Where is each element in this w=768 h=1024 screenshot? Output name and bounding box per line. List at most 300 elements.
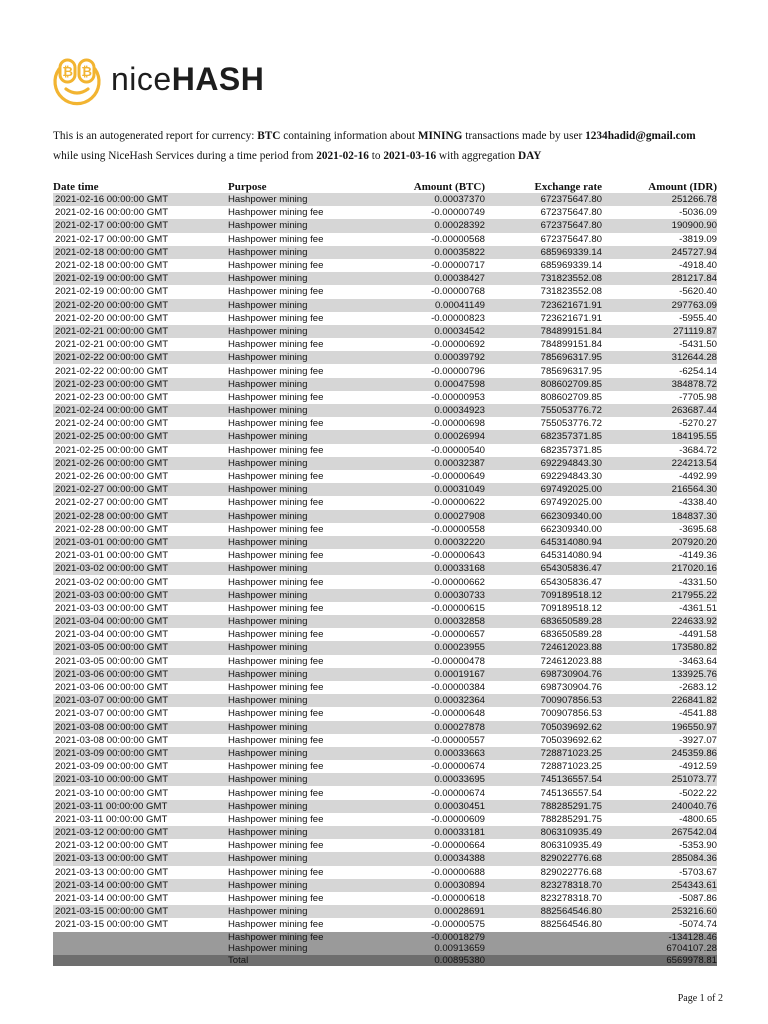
cell-amount-btc: -0.00000674 [431,787,485,799]
cell-purpose: Hashpower mining [228,299,308,311]
cell-purpose: Hashpower mining fee [228,840,324,852]
table-row [53,668,717,681]
cell-amount-idr: -6254.14 [679,365,717,377]
table-row [53,536,717,549]
cell-date-time: 2021-03-10 00:00:00 GMT [55,774,169,786]
cell-date-time: 2021-03-15 00:00:00 GMT [55,919,169,931]
report-intro [53,126,743,166]
table-row [53,694,717,707]
cell-amount-btc: 0.00032364 [434,695,485,707]
cell-purpose: Hashpower mining fee [228,550,324,562]
cell-amount-btc: -0.00000649 [431,471,485,483]
cell-exchange-rate: 808602709.85 [540,391,602,403]
table-row [53,299,717,312]
cell-exchange-rate: 806310935.49 [540,827,602,839]
cell-date-time: 2021-02-18 00:00:00 GMT [55,246,169,258]
cell-exchange-rate: 672375647.80 [540,207,602,219]
summary-total-row [53,955,717,967]
cell-amount-idr: 281217.84 [671,273,717,285]
cell-date-time: 2021-02-22 00:00:00 GMT [55,352,169,364]
header-amount-btc: Amount (BTC) [413,181,485,193]
cell-date-time: 2021-02-23 00:00:00 GMT [55,378,169,390]
cell-purpose: Hashpower mining [228,827,308,839]
cell-amount-btc: 0.00034923 [434,405,485,417]
cell-date-time: 2021-03-06 00:00:00 GMT [55,682,169,694]
cell-amount-idr: 251073.77 [671,774,717,786]
table-row [53,219,717,232]
table-row [53,747,717,760]
cell-date-time: 2021-02-16 00:00:00 GMT [55,194,169,206]
cell-amount-btc: 0.00033663 [434,747,485,759]
table-row [53,575,717,588]
cell-exchange-rate: 724612023.88 [540,655,602,667]
cell-amount-btc: -0.00000575 [431,919,485,931]
cell-amount-idr: -4149.36 [679,550,717,562]
cell-exchange-rate: 705039692.62 [540,734,602,746]
table-row [53,826,717,839]
cell-purpose: Hashpower mining [228,194,308,206]
cell-purpose: Hashpower mining fee [228,813,324,825]
cell-purpose: Hashpower mining [228,563,308,575]
cell-exchange-rate: 692294843.30 [540,457,602,469]
cell-exchange-rate: 662309340.00 [540,510,602,522]
cell-exchange-rate: 745136557.54 [540,774,602,786]
cell-purpose: Hashpower mining fee [228,919,324,931]
table-row [53,364,717,377]
cell-amount-btc: -0.00000609 [431,813,485,825]
cell-exchange-rate: 698730904.76 [540,682,602,694]
table-row [53,510,717,523]
cell-amount-btc: 0.00047598 [434,378,485,390]
cell-exchange-rate: 654305836.47 [540,563,602,575]
table-row [53,628,717,641]
cell-amount-btc: -0.00000698 [431,418,485,430]
cell-amount-btc: -0.00000688 [431,866,485,878]
cell-amount-idr: 224633.92 [671,616,717,628]
cell-purpose: Hashpower mining fee [228,418,324,430]
cell-date-time: 2021-03-13 00:00:00 GMT [55,853,169,865]
cell-exchange-rate: 784899151.84 [540,325,602,337]
cell-date-time: 2021-02-17 00:00:00 GMT [55,220,169,232]
cell-exchange-rate: 685969339.14 [540,246,602,258]
cell-date-time: 2021-02-21 00:00:00 GMT [55,325,169,337]
header-exchange-rate: Exchange rate [534,181,602,193]
cell-amount-idr: -5955.40 [679,312,717,324]
cell-date-time: 2021-03-04 00:00:00 GMT [55,616,169,628]
cell-amount-btc: 0.00033168 [434,563,485,575]
table-row [53,918,717,931]
cell-amount-btc: -0.00000558 [431,523,485,535]
cell-exchange-rate: 700907856.53 [540,708,602,720]
cell-date-time: 2021-03-02 00:00:00 GMT [55,576,169,588]
cell-exchange-rate: 682357371.85 [540,444,602,456]
cell-date-time: 2021-02-20 00:00:00 GMT [55,299,169,311]
cell-date-time: 2021-03-03 00:00:00 GMT [55,589,169,601]
cell-exchange-rate: 784899151.84 [540,339,602,351]
page-number: Page 1 of 2 [677,993,723,1004]
cell-exchange-rate: 823278318.70 [540,893,602,905]
cell-amount-idr: 190900.90 [671,220,717,232]
cell-amount-idr: -4361.51 [679,602,717,614]
table-row [53,905,717,918]
cell-date-time: 2021-03-11 00:00:00 GMT [55,800,168,812]
table-row [53,193,717,206]
aggregation-value: DAY [517,150,542,162]
cell-date-time: 2021-02-17 00:00:00 GMT [55,233,169,245]
cell-purpose: Hashpower mining fee [228,339,324,351]
nicehash-logo [51,52,264,106]
cell-purpose: Hashpower mining fee [228,893,324,905]
cell-amount-idr: -5270.27 [679,418,717,430]
cell-amount-btc: -0.00000953 [431,391,485,403]
table-row [53,312,717,325]
cell-amount-idr: -4800.65 [679,813,717,825]
cell-amount-idr: -4492.99 [679,471,717,483]
cell-exchange-rate: 662309340.00 [540,523,602,535]
cell-exchange-rate: 731823552.08 [540,286,602,298]
table-row [53,615,717,628]
cell-purpose: Hashpower mining fee [228,866,324,878]
cell-exchange-rate: 683650589.28 [540,629,602,641]
summary-fee-btc: -0.00018279 [431,931,485,943]
cell-amount-idr: -4912.59 [679,761,717,773]
table-row [53,483,717,496]
cell-date-time: 2021-02-26 00:00:00 GMT [55,471,169,483]
cell-date-time: 2021-02-25 00:00:00 GMT [55,431,169,443]
cell-amount-btc: -0.00000615 [431,602,485,614]
cell-date-time: 2021-03-07 00:00:00 GMT [55,708,169,720]
cell-purpose: Hashpower mining [228,800,308,812]
cell-date-time: 2021-03-01 00:00:00 GMT [55,550,169,562]
table-row [53,470,717,483]
cell-exchange-rate: 705039692.62 [540,721,602,733]
cell-exchange-rate: 683650589.28 [540,616,602,628]
table-row [53,589,717,602]
table-row [53,285,717,298]
table-row [53,259,717,272]
cell-amount-btc: -0.00000478 [431,655,485,667]
table-row [53,707,717,720]
cell-exchange-rate: 728871023.25 [540,761,602,773]
table-row [53,246,717,259]
cell-amount-idr: -5036.09 [679,207,717,219]
cell-amount-idr: -4331.50 [679,576,717,588]
brand-wordmark: niceHASH [111,61,265,97]
cell-purpose: Hashpower mining [228,536,308,548]
cell-amount-idr: 196550.97 [671,721,717,733]
cell-purpose: Hashpower mining [228,747,308,759]
cell-purpose: Hashpower mining fee [228,576,324,588]
cell-purpose: Hashpower mining [228,853,308,865]
table-row [53,641,717,654]
cell-amount-idr: 297763.09 [671,299,717,311]
table-row [53,852,717,865]
cell-amount-btc: 0.00028691 [434,906,485,918]
cell-date-time: 2021-03-09 00:00:00 GMT [55,747,169,759]
cell-date-time: 2021-03-13 00:00:00 GMT [55,866,169,878]
cell-purpose: Hashpower mining fee [228,523,324,535]
cell-amount-idr: 217955.22 [671,589,717,601]
cell-amount-idr: 226841.82 [671,695,717,707]
cell-amount-idr: 271119.87 [673,325,717,337]
cell-purpose: Hashpower mining fee [228,497,324,509]
cell-date-time: 2021-03-03 00:00:00 GMT [55,602,169,614]
cell-date-time: 2021-02-16 00:00:00 GMT [55,207,169,219]
cell-date-time: 2021-03-06 00:00:00 GMT [55,668,169,680]
cell-amount-btc: 0.00039792 [434,352,485,364]
cell-amount-btc: 0.00023955 [434,642,485,654]
cell-amount-btc: 0.00030451 [434,800,485,812]
nicehash-logo-icon [51,52,103,106]
cell-amount-idr: -5703.67 [679,866,717,878]
cell-amount-btc: 0.00035822 [434,246,485,258]
cell-amount-idr: 173580.82 [671,642,717,654]
cell-amount-btc: 0.00030733 [434,589,485,601]
cell-amount-idr: 240040.76 [671,800,717,812]
cell-purpose: Hashpower mining fee [228,471,324,483]
cell-amount-btc: 0.00028392 [434,220,485,232]
cell-amount-btc: 0.00032858 [434,616,485,628]
cell-amount-idr: -4338.40 [679,497,717,509]
cell-amount-idr: -3463.64 [679,655,717,667]
cell-purpose: Hashpower mining [228,457,308,469]
cell-purpose: Hashpower mining [228,273,308,285]
cell-amount-btc: 0.00027878 [434,721,485,733]
cell-amount-btc: -0.00000662 [431,576,485,588]
cell-amount-idr: -5022.22 [679,787,717,799]
cell-amount-btc: -0.00000749 [431,207,485,219]
header-amount-idr: Amount (IDR) [648,181,717,193]
cell-date-time: 2021-02-20 00:00:00 GMT [55,312,169,324]
cell-amount-idr: 384878.72 [671,378,717,390]
summary-fee-idr: -134128.46 [668,931,717,943]
cell-date-time: 2021-03-08 00:00:00 GMT [55,734,169,746]
cell-purpose: Hashpower mining fee [228,734,324,746]
cell-amount-btc: 0.00026994 [434,431,485,443]
cell-amount-idr: -5620.40 [679,286,717,298]
cell-date-time: 2021-03-08 00:00:00 GMT [55,721,169,733]
cell-amount-btc: 0.00030894 [434,879,485,891]
cell-exchange-rate: 692294843.30 [540,471,602,483]
cell-date-time: 2021-03-05 00:00:00 GMT [55,655,169,667]
cell-purpose: Hashpower mining fee [228,312,324,324]
cell-amount-btc: -0.00000622 [431,497,485,509]
cell-purpose: Hashpower mining [228,879,308,891]
cell-exchange-rate: 697492025.00 [540,484,602,496]
cell-exchange-rate: 785696317.95 [540,365,602,377]
cell-amount-btc: -0.00000557 [431,734,485,746]
cell-purpose: Hashpower mining fee [228,602,324,614]
table-row [53,496,717,509]
cell-purpose: Hashpower mining [228,668,308,680]
cell-amount-idr: -4541.88 [679,708,717,720]
cell-amount-idr: -5353.90 [679,840,717,852]
cell-date-time: 2021-02-18 00:00:00 GMT [55,260,169,272]
cell-amount-btc: -0.00000674 [431,761,485,773]
summary-fee-row [53,932,717,944]
cell-amount-idr: -3684.72 [679,444,717,456]
cell-purpose: Hashpower mining fee [228,761,324,773]
cell-exchange-rate: 755053776.72 [540,405,602,417]
cell-purpose: Hashpower mining fee [228,286,324,298]
cell-amount-btc: -0.00000664 [431,840,485,852]
cell-amount-btc: 0.00031049 [434,484,485,496]
cell-amount-btc: 0.00037370 [434,194,485,206]
cell-purpose: Hashpower mining [228,431,308,443]
intro-line-2: while using NiceHash Services during a time period from 2021-02-16 to 2021-03-16 with aggregation DAY [53,150,542,162]
cell-exchange-rate: 745136557.54 [540,787,602,799]
table-row [53,444,717,457]
table-row [53,457,717,470]
cell-date-time: 2021-03-10 00:00:00 GMT [55,787,169,799]
cell-purpose: Hashpower mining fee [228,444,324,456]
cell-date-time: 2021-03-11 00:00:00 GMT [55,813,168,825]
summary-mining-label: Hashpower mining [228,943,308,955]
cell-date-time: 2021-02-19 00:00:00 GMT [55,273,169,285]
table-row [53,417,717,430]
cell-date-time: 2021-03-01 00:00:00 GMT [55,536,169,548]
svg-text:₿: ₿ [62,65,74,80]
cell-amount-btc: 0.00032387 [434,457,485,469]
cell-exchange-rate: 806310935.49 [540,840,602,852]
cell-date-time: 2021-03-14 00:00:00 GMT [55,879,169,891]
transactions-table [53,178,717,966]
summary-fee-label: Hashpower mining fee [228,931,324,943]
table-row [53,892,717,905]
cell-amount-idr: 184837.30 [671,510,717,522]
cell-amount-btc: -0.00000768 [431,286,485,298]
cell-amount-idr: 312644.28 [671,352,717,364]
cell-amount-btc: 0.00034542 [434,325,485,337]
cell-date-time: 2021-03-12 00:00:00 GMT [55,827,169,839]
table-row [53,391,717,404]
cell-amount-idr: -3927.07 [679,734,717,746]
cell-amount-idr: -5087.86 [679,893,717,905]
cell-purpose: Hashpower mining [228,721,308,733]
cell-amount-idr: 245359.86 [671,747,717,759]
table-row [53,325,717,338]
cell-exchange-rate: 682357371.85 [540,431,602,443]
cell-purpose: Hashpower mining [228,589,308,601]
cell-date-time: 2021-02-26 00:00:00 GMT [55,457,169,469]
cell-purpose: Hashpower mining fee [228,629,324,641]
cell-date-time: 2021-02-21 00:00:00 GMT [55,339,169,351]
cell-exchange-rate: 882564546.80 [540,919,602,931]
cell-amount-idr: 224213.54 [671,457,717,469]
cell-exchange-rate: 785696317.95 [540,352,602,364]
cell-exchange-rate: 685969339.14 [540,260,602,272]
cell-purpose: Hashpower mining fee [228,365,324,377]
cell-date-time: 2021-03-15 00:00:00 GMT [55,906,169,918]
summary-mining-row [53,943,717,955]
table-row [53,866,717,879]
table-row [53,773,717,786]
intro-line-1: This is an autogenerated report for currency: BTC containing information about MINING transactions made by user 1234hadid@gmail.com [53,130,696,142]
cell-amount-idr: 245727.94 [671,246,717,258]
currency-value: BTC [257,130,281,142]
cell-purpose: Hashpower mining [228,616,308,628]
table-row [53,721,717,734]
user-email: 1234hadid@gmail.com [585,130,696,142]
cell-amount-btc: 0.00027908 [434,510,485,522]
table-row [53,786,717,799]
cell-amount-idr: 133925.76 [671,668,717,680]
table-row [53,839,717,852]
table-row [53,760,717,773]
cell-purpose: Hashpower mining fee [228,233,324,245]
table-row [53,602,717,615]
cell-amount-idr: 251266.78 [671,194,717,206]
cell-exchange-rate: 645314080.94 [540,536,602,548]
cell-date-time: 2021-02-24 00:00:00 GMT [55,405,169,417]
cell-purpose: Hashpower mining [228,405,308,417]
summary-mining-idr: 6704107.28 [666,943,717,955]
cell-date-time: 2021-03-04 00:00:00 GMT [55,629,169,641]
cell-amount-btc: 0.00019167 [434,668,485,680]
cell-date-time: 2021-02-24 00:00:00 GMT [55,418,169,430]
cell-amount-btc: -0.00000648 [431,708,485,720]
date-from: 2021-02-16 [316,150,369,162]
table-row [53,879,717,892]
cell-purpose: Hashpower mining fee [228,708,324,720]
cell-amount-btc: -0.00000540 [431,444,485,456]
cell-date-time: 2021-03-02 00:00:00 GMT [55,563,169,575]
summary-total-label: Total [228,954,249,966]
cell-exchange-rate: 697492025.00 [540,497,602,509]
cell-exchange-rate: 829022776.68 [540,853,602,865]
cell-amount-btc: -0.00000657 [431,629,485,641]
cell-exchange-rate: 808602709.85 [540,378,602,390]
cell-purpose: Hashpower mining fee [228,682,324,694]
table-row [53,338,717,351]
cell-date-time: 2021-02-19 00:00:00 GMT [55,286,169,298]
cell-amount-btc: 0.00033181 [434,827,485,839]
cell-exchange-rate: 728871023.25 [540,747,602,759]
cell-date-time: 2021-02-22 00:00:00 GMT [55,365,169,377]
cell-amount-btc: 0.00032220 [434,536,485,548]
table-row [53,430,717,443]
cell-amount-idr: -7705.98 [679,391,717,403]
cell-date-time: 2021-03-05 00:00:00 GMT [55,642,169,654]
cell-purpose: Hashpower mining [228,510,308,522]
header-purpose: Purpose [228,181,267,193]
table-row [53,562,717,575]
cell-amount-idr: 253216.60 [671,906,717,918]
cell-exchange-rate: 709189518.12 [540,602,602,614]
cell-purpose: Hashpower mining [228,352,308,364]
cell-purpose: Hashpower mining fee [228,207,324,219]
cell-amount-idr: 217020.16 [671,563,717,575]
cell-amount-idr: -3819.09 [679,233,717,245]
cell-amount-idr: -5431.50 [679,339,717,351]
summary-total-idr: 6569978.81 [666,954,717,966]
cell-exchange-rate: 700907856.53 [540,695,602,707]
cell-exchange-rate: 823278318.70 [540,879,602,891]
date-to: 2021-03-16 [383,150,437,162]
table-row [53,813,717,826]
svg-text:₿: ₿ [81,65,93,80]
cell-amount-btc: -0.00000618 [431,893,485,905]
cell-date-time: 2021-03-09 00:00:00 GMT [55,761,169,773]
cell-exchange-rate: 882564546.80 [540,906,602,918]
cell-purpose: Hashpower mining fee [228,391,324,403]
cell-amount-btc: 0.00034388 [434,853,485,865]
table-row [53,549,717,562]
cell-exchange-rate: 672375647.80 [540,220,602,232]
cell-amount-idr: -4491.58 [679,629,717,641]
cell-amount-btc: -0.00000823 [431,312,485,324]
cell-exchange-rate: 698730904.76 [540,668,602,680]
